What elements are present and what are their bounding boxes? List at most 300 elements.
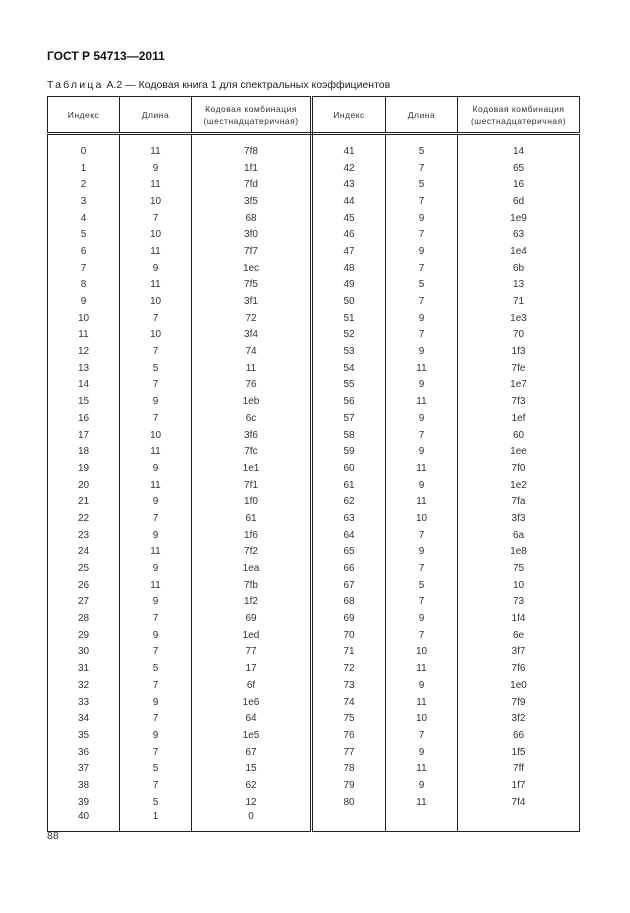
length-cell: 9 — [386, 377, 458, 394]
table-row — [48, 660, 580, 677]
index-cell: 24 — [48, 544, 120, 561]
code-cell: 6d — [458, 193, 580, 210]
table-row — [48, 134, 580, 160]
index-cell: 27 — [48, 594, 120, 611]
table-row — [48, 460, 580, 477]
index-cell: 58 — [312, 427, 386, 444]
code-cell — [458, 811, 580, 832]
code-cell: 11 — [192, 360, 312, 377]
length-cell: 9 — [386, 744, 458, 761]
index-cell: 11 — [48, 327, 120, 344]
index-cell: 59 — [312, 443, 386, 460]
length-cell: 5 — [386, 577, 458, 594]
length-cell: 7 — [120, 310, 192, 327]
code-cell: 7f3 — [458, 393, 580, 410]
length-cell: 7 — [120, 677, 192, 694]
index-cell: 54 — [312, 360, 386, 377]
length-cell: 9 — [386, 343, 458, 360]
length-cell: 7 — [120, 510, 192, 527]
index-cell: 3 — [48, 193, 120, 210]
length-cell: 11 — [386, 393, 458, 410]
header-index: Индекс — [48, 97, 120, 134]
code-cell: 67 — [192, 744, 312, 761]
length-cell: 9 — [120, 527, 192, 544]
table-row — [48, 560, 580, 577]
code-cell: 14 — [458, 134, 580, 160]
index-cell: 34 — [48, 710, 120, 727]
index-cell: 47 — [312, 243, 386, 260]
length-cell: 11 — [120, 544, 192, 561]
code-cell: 7fb — [192, 577, 312, 594]
code-cell: 16 — [458, 176, 580, 193]
length-cell: 7 — [386, 293, 458, 310]
length-cell: 9 — [386, 410, 458, 427]
code-cell: 3f7 — [458, 644, 580, 661]
length-cell: 7 — [386, 560, 458, 577]
table-body — [48, 134, 580, 832]
index-cell: 42 — [312, 160, 386, 177]
code-cell: 61 — [192, 510, 312, 527]
length-cell: 11 — [120, 577, 192, 594]
length-cell: 11 — [120, 243, 192, 260]
index-cell: 49 — [312, 277, 386, 294]
index-cell: 80 — [312, 794, 386, 811]
code-cell: 1ec — [192, 260, 312, 277]
code-cell: 7f8 — [192, 134, 312, 160]
code-cell: 15 — [192, 760, 312, 777]
code-cell: 1e4 — [458, 243, 580, 260]
code-cell: 13 — [458, 277, 580, 294]
code-cell: 7f6 — [458, 660, 580, 677]
length-cell: 9 — [386, 610, 458, 627]
table-row — [48, 160, 580, 177]
index-cell: 61 — [312, 477, 386, 494]
table-row — [48, 694, 580, 711]
length-cell: 9 — [386, 310, 458, 327]
length-cell: 7 — [120, 410, 192, 427]
header-length: Длина — [120, 97, 192, 134]
index-cell: 15 — [48, 393, 120, 410]
code-cell: 6a — [458, 527, 580, 544]
table-row — [48, 226, 580, 243]
length-cell: 7 — [386, 260, 458, 277]
length-cell: 9 — [386, 243, 458, 260]
code-cell: 1e6 — [192, 694, 312, 711]
code-cell: 1f2 — [192, 594, 312, 611]
index-cell: 56 — [312, 393, 386, 410]
table-caption — [47, 79, 390, 91]
length-cell: 9 — [120, 560, 192, 577]
code-cell: 1e0 — [458, 677, 580, 694]
code-cell: 6f — [192, 677, 312, 694]
table-row — [48, 343, 580, 360]
table-row — [48, 760, 580, 777]
index-cell: 71 — [312, 644, 386, 661]
length-cell: 9 — [386, 210, 458, 227]
length-cell: 9 — [120, 694, 192, 711]
code-cell: 3f2 — [458, 710, 580, 727]
length-cell: 9 — [120, 627, 192, 644]
length-cell: 9 — [120, 460, 192, 477]
length-cell: 7 — [386, 160, 458, 177]
index-cell: 40 — [48, 811, 120, 832]
index-cell: 26 — [48, 577, 120, 594]
index-cell: 28 — [48, 610, 120, 627]
table-row — [48, 710, 580, 727]
length-cell: 11 — [386, 694, 458, 711]
header-length: Длина — [386, 97, 458, 134]
length-cell: 5 — [120, 660, 192, 677]
code-cell: 72 — [192, 310, 312, 327]
length-cell: 1 — [120, 811, 192, 832]
index-cell: 9 — [48, 293, 120, 310]
length-cell: 7 — [386, 193, 458, 210]
length-cell: 7 — [120, 377, 192, 394]
table-row — [48, 310, 580, 327]
index-cell: 57 — [312, 410, 386, 427]
length-cell: 7 — [386, 427, 458, 444]
length-cell: 10 — [386, 644, 458, 661]
table-header-row — [48, 97, 580, 134]
code-cell: 6e — [458, 627, 580, 644]
code-cell: 1ed — [192, 627, 312, 644]
table-row — [48, 377, 580, 394]
code-cell: 6c — [192, 410, 312, 427]
table-row — [48, 811, 580, 832]
index-cell: 70 — [312, 627, 386, 644]
table-row — [48, 477, 580, 494]
table-row — [48, 277, 580, 294]
length-cell: 7 — [386, 226, 458, 243]
length-cell: 11 — [386, 660, 458, 677]
length-cell: 9 — [120, 260, 192, 277]
code-cell: 7fe — [458, 360, 580, 377]
code-cell: 3f5 — [192, 193, 312, 210]
code-cell: 1f1 — [192, 160, 312, 177]
index-cell: 13 — [48, 360, 120, 377]
index-cell: 23 — [48, 527, 120, 544]
index-cell: 77 — [312, 744, 386, 761]
header-code: Кодовая комбинация (шестнадцатеричная) — [192, 97, 312, 134]
index-cell: 18 — [48, 443, 120, 460]
code-cell: 1ea — [192, 560, 312, 577]
code-cell: 7f9 — [458, 694, 580, 711]
index-cell: 69 — [312, 610, 386, 627]
header-code: Кодовая комбинация (шестнадцатеричная) — [458, 97, 580, 134]
index-cell: 45 — [312, 210, 386, 227]
index-cell: 36 — [48, 744, 120, 761]
code-cell: 7fd — [192, 176, 312, 193]
code-cell: 1f4 — [458, 610, 580, 627]
length-cell: 9 — [386, 777, 458, 794]
length-cell: 11 — [386, 493, 458, 510]
index-cell: 73 — [312, 677, 386, 694]
length-cell: 11 — [386, 760, 458, 777]
length-cell: 9 — [386, 544, 458, 561]
index-cell: 10 — [48, 310, 120, 327]
index-cell: 8 — [48, 277, 120, 294]
code-cell: 7fa — [458, 493, 580, 510]
length-cell: 11 — [120, 477, 192, 494]
code-cell: 1eb — [192, 393, 312, 410]
index-cell: 60 — [312, 460, 386, 477]
code-cell: 1e1 — [192, 460, 312, 477]
index-cell: 33 — [48, 694, 120, 711]
index-cell: 30 — [48, 644, 120, 661]
index-cell: 46 — [312, 226, 386, 243]
length-cell: 7 — [120, 710, 192, 727]
length-cell: 9 — [120, 727, 192, 744]
page-number: 88 — [47, 830, 59, 842]
index-cell: 25 — [48, 560, 120, 577]
index-cell: 74 — [312, 694, 386, 711]
code-cell: 7f7 — [192, 243, 312, 260]
code-cell: 10 — [458, 577, 580, 594]
code-cell: 7fc — [192, 443, 312, 460]
code-cell: 69 — [192, 610, 312, 627]
index-cell: 4 — [48, 210, 120, 227]
index-cell: 21 — [48, 493, 120, 510]
code-cell: 62 — [192, 777, 312, 794]
index-cell: 75 — [312, 710, 386, 727]
document-title: ГОСТ Р 54713—2011 — [47, 49, 165, 63]
index-cell: 52 — [312, 327, 386, 344]
length-cell: 11 — [386, 460, 458, 477]
index-cell: 17 — [48, 427, 120, 444]
length-cell: 7 — [120, 610, 192, 627]
length-cell: 11 — [120, 176, 192, 193]
code-cell: 1e3 — [458, 310, 580, 327]
length-cell: 9 — [386, 477, 458, 494]
table-row — [48, 410, 580, 427]
code-cell: 1f0 — [192, 493, 312, 510]
length-cell: 7 — [120, 343, 192, 360]
code-cell: 7f4 — [458, 794, 580, 811]
table-row — [48, 544, 580, 561]
table-row — [48, 243, 580, 260]
length-cell: 7 — [120, 210, 192, 227]
table-row — [48, 443, 580, 460]
code-cell: 64 — [192, 710, 312, 727]
index-cell: 64 — [312, 527, 386, 544]
code-cell: 3f0 — [192, 226, 312, 243]
code-cell: 68 — [192, 210, 312, 227]
index-cell: 29 — [48, 627, 120, 644]
length-cell: 10 — [120, 193, 192, 210]
length-cell: 7 — [120, 777, 192, 794]
code-cell: 65 — [458, 160, 580, 177]
index-cell: 7 — [48, 260, 120, 277]
index-cell: 67 — [312, 577, 386, 594]
code-cell: 7f1 — [192, 477, 312, 494]
code-cell: 7f2 — [192, 544, 312, 561]
table-row — [48, 727, 580, 744]
index-cell: 43 — [312, 176, 386, 193]
length-cell: 11 — [120, 443, 192, 460]
index-cell: 39 — [48, 794, 120, 811]
table-row — [48, 293, 580, 310]
length-cell: 9 — [120, 594, 192, 611]
length-cell: 9 — [386, 677, 458, 694]
length-cell: 10 — [120, 327, 192, 344]
length-cell: 9 — [120, 393, 192, 410]
table-caption-label: Таблица — [47, 79, 104, 91]
table-caption-text: А.2 — Кодовая книга 1 для спектральных коэффициентов — [106, 79, 391, 91]
index-cell: 63 — [312, 510, 386, 527]
code-cell: 3f3 — [458, 510, 580, 527]
index-cell: 16 — [48, 410, 120, 427]
index-cell: 41 — [312, 134, 386, 160]
table-row — [48, 777, 580, 794]
code-cell: 63 — [458, 226, 580, 243]
index-cell: 1 — [48, 160, 120, 177]
index-cell: 19 — [48, 460, 120, 477]
index-cell: 68 — [312, 594, 386, 611]
code-cell: 1f5 — [458, 744, 580, 761]
code-cell: 1f7 — [458, 777, 580, 794]
length-cell: 5 — [386, 176, 458, 193]
length-cell: 7 — [386, 627, 458, 644]
table-row — [48, 510, 580, 527]
table-row — [48, 627, 580, 644]
table-row — [48, 260, 580, 277]
code-cell: 1ef — [458, 410, 580, 427]
index-cell: 79 — [312, 777, 386, 794]
code-cell: 1e7 — [458, 377, 580, 394]
index-cell: 0 — [48, 134, 120, 160]
code-cell: 1e8 — [458, 544, 580, 561]
code-cell: 1e5 — [192, 727, 312, 744]
table-row — [48, 594, 580, 611]
length-cell — [386, 811, 458, 832]
index-cell: 31 — [48, 660, 120, 677]
code-cell: 75 — [458, 560, 580, 577]
index-cell: 65 — [312, 544, 386, 561]
code-cell: 70 — [458, 327, 580, 344]
code-cell: 1f6 — [192, 527, 312, 544]
length-cell: 10 — [120, 226, 192, 243]
length-cell: 10 — [120, 293, 192, 310]
index-cell: 55 — [312, 377, 386, 394]
table-row — [48, 794, 580, 811]
length-cell: 9 — [120, 160, 192, 177]
table-row — [48, 210, 580, 227]
code-cell: 0 — [192, 811, 312, 832]
length-cell: 7 — [386, 527, 458, 544]
index-cell: 50 — [312, 293, 386, 310]
index-cell: 14 — [48, 377, 120, 394]
index-cell: 72 — [312, 660, 386, 677]
code-cell: 7ff — [458, 760, 580, 777]
table-row — [48, 744, 580, 761]
length-cell: 7 — [386, 727, 458, 744]
index-cell: 12 — [48, 343, 120, 360]
code-cell: 71 — [458, 293, 580, 310]
index-cell: 76 — [312, 727, 386, 744]
code-cell: 7f5 — [192, 277, 312, 294]
index-cell: 5 — [48, 226, 120, 243]
table-row — [48, 527, 580, 544]
length-cell: 7 — [386, 327, 458, 344]
index-cell: 78 — [312, 760, 386, 777]
length-cell: 9 — [120, 493, 192, 510]
length-cell: 10 — [386, 510, 458, 527]
code-cell: 1ee — [458, 443, 580, 460]
code-cell: 74 — [192, 343, 312, 360]
index-cell: 20 — [48, 477, 120, 494]
code-cell: 6b — [458, 260, 580, 277]
table-row — [48, 427, 580, 444]
table-row — [48, 577, 580, 594]
length-cell: 11 — [386, 794, 458, 811]
index-cell: 51 — [312, 310, 386, 327]
index-cell: 62 — [312, 493, 386, 510]
code-cell: 60 — [458, 427, 580, 444]
length-cell: 10 — [386, 710, 458, 727]
code-cell: 3f4 — [192, 327, 312, 344]
code-cell: 66 — [458, 727, 580, 744]
code-cell: 3f6 — [192, 427, 312, 444]
table-row — [48, 327, 580, 344]
table-row — [48, 610, 580, 627]
table-row — [48, 677, 580, 694]
code-cell: 1f3 — [458, 343, 580, 360]
table-row — [48, 493, 580, 510]
table-row — [48, 360, 580, 377]
code-cell: 3f1 — [192, 293, 312, 310]
index-cell: 38 — [48, 777, 120, 794]
index-cell: 32 — [48, 677, 120, 694]
code-cell: 1e2 — [458, 477, 580, 494]
codebook-table — [47, 96, 580, 832]
length-cell: 7 — [120, 744, 192, 761]
index-cell: 37 — [48, 760, 120, 777]
length-cell: 5 — [120, 760, 192, 777]
length-cell: 11 — [120, 277, 192, 294]
code-cell: 7f0 — [458, 460, 580, 477]
table-row — [48, 176, 580, 193]
code-cell: 73 — [458, 594, 580, 611]
index-cell: 48 — [312, 260, 386, 277]
code-cell: 1e9 — [458, 210, 580, 227]
code-cell: 17 — [192, 660, 312, 677]
length-cell: 11 — [386, 360, 458, 377]
index-cell — [312, 811, 386, 832]
table-row — [48, 644, 580, 661]
header-index: Индекс — [312, 97, 386, 134]
table-row — [48, 193, 580, 210]
length-cell: 5 — [120, 360, 192, 377]
length-cell: 5 — [386, 277, 458, 294]
code-cell: 12 — [192, 794, 312, 811]
index-cell: 44 — [312, 193, 386, 210]
index-cell: 22 — [48, 510, 120, 527]
length-cell: 7 — [120, 644, 192, 661]
length-cell: 9 — [386, 443, 458, 460]
table-row — [48, 393, 580, 410]
code-cell: 77 — [192, 644, 312, 661]
length-cell: 5 — [386, 134, 458, 160]
length-cell: 11 — [120, 134, 192, 160]
index-cell: 35 — [48, 727, 120, 744]
index-cell: 2 — [48, 176, 120, 193]
index-cell: 6 — [48, 243, 120, 260]
index-cell: 53 — [312, 343, 386, 360]
length-cell: 5 — [120, 794, 192, 811]
length-cell: 7 — [386, 594, 458, 611]
code-cell: 76 — [192, 377, 312, 394]
index-cell: 66 — [312, 560, 386, 577]
